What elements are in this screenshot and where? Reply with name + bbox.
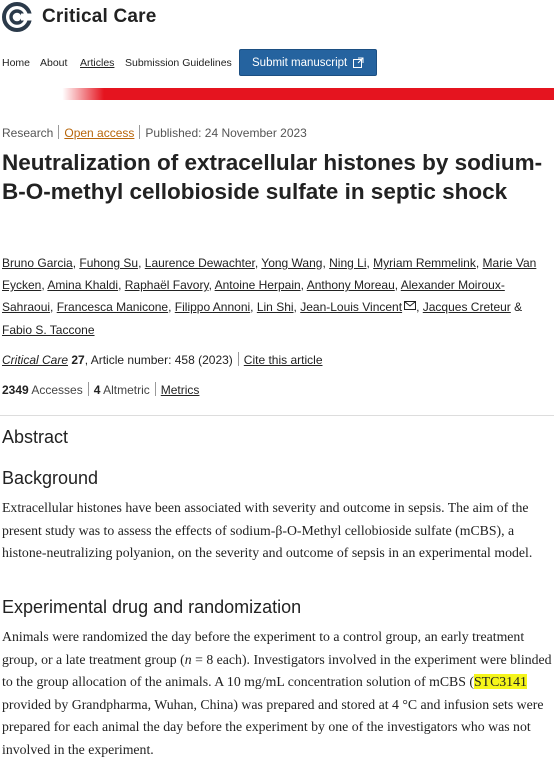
submit-manuscript-label: Submit manuscript bbox=[252, 56, 348, 69]
critical-care-logo-icon[interactable] bbox=[2, 2, 32, 32]
metrics-link[interactable]: Metrics bbox=[160, 383, 200, 397]
external-link-icon bbox=[353, 57, 364, 68]
author-link[interactable]: Antoine Herpain bbox=[214, 278, 301, 293]
published-date: Published: 24 November 2023 bbox=[145, 126, 307, 140]
accesses-count: 2349 bbox=[2, 383, 29, 397]
experimental-drug-heading: Experimental drug and randomization bbox=[2, 597, 302, 617]
drug-text-part-3: provided by Grandpharma, Wuhan, China) was prepared and stored at 4 °C and infusion sets were prepared for each animal the day before the experiment by one of the investigators who was not involved in the experiment. bbox=[2, 696, 544, 757]
accesses-label: Accesses bbox=[31, 383, 83, 397]
journal-name[interactable]: Critical Care bbox=[42, 6, 157, 27]
nav-about[interactable]: About bbox=[40, 57, 68, 69]
author-link[interactable]: Jean-Louis Vincent bbox=[300, 300, 403, 315]
article-number: , Article number: 458 (2023) bbox=[84, 353, 233, 367]
nav-articles[interactable]: Articles bbox=[80, 57, 115, 69]
author-link[interactable]: Fabio S. Taccone bbox=[2, 322, 95, 337]
author-link[interactable]: Laurence Dewachter bbox=[144, 256, 255, 270]
divider bbox=[0, 415, 554, 416]
altmetric-count: 4 bbox=[93, 383, 101, 397]
journal-banner-fade bbox=[0, 88, 104, 100]
article-title: Neutralization of extracellular histones by sodium-Β-O-methyl cellobioside sulfate in septic shock bbox=[2, 150, 543, 204]
email-icon[interactable] bbox=[404, 301, 416, 310]
journal-link[interactable]: Critical Care bbox=[2, 353, 69, 367]
background-heading: Background bbox=[2, 468, 99, 488]
author-link[interactable]: Raphaël Favory bbox=[124, 278, 209, 293]
author-link[interactable]: Yong Wang bbox=[261, 256, 323, 270]
author-link[interactable]: Fuhong Su bbox=[79, 256, 139, 270]
n-symbol: n bbox=[184, 651, 192, 667]
cite-this-article-link[interactable]: Cite this article bbox=[243, 353, 323, 367]
author-link[interactable]: Jacques Creteur bbox=[422, 300, 511, 315]
author-list: Bruno Garcia, Fuhong Su, Laurence Dewachter, Yong Wang, Ning Li, Myriam Remmelink, Marie Van Eycken, Amina Khaldi, Raphaël Favory, Antoine Herpain, Anthony Moreau, Alexander Moiroux-Sahraoui, Francesca Manicone, Filippo Annoni, Lin Shi, Jean-Louis Vincent , Jacques Creteur & Fabio S. Taccone bbox=[2, 256, 537, 337]
altmetric-label: Altmetric bbox=[103, 383, 150, 397]
article-type: Research bbox=[2, 126, 54, 140]
author-link[interactable]: Filippo Annoni bbox=[174, 300, 251, 315]
site-header bbox=[0, 0, 554, 36]
author-link[interactable]: Francesca Manicone bbox=[56, 300, 169, 315]
author-link[interactable]: Marie Van Eycken bbox=[2, 256, 537, 293]
open-access-link[interactable]: Open access bbox=[64, 126, 135, 140]
nav-home[interactable]: Home bbox=[2, 57, 31, 69]
submit-manuscript-button[interactable] bbox=[239, 49, 377, 76]
abstract-heading: Abstract bbox=[2, 427, 69, 447]
drug-text-part-2: = 8 each). Investigators involved in the experiment were blinded to the group allocation of the animals. A 10 mg/mL concentration solution of mCBS ( bbox=[2, 651, 552, 690]
volume: 27 bbox=[71, 353, 85, 367]
author-link[interactable]: Alexander Moiroux-Sahraoui bbox=[2, 278, 505, 315]
author-link[interactable]: Bruno Garcia bbox=[2, 256, 73, 270]
metrics-line bbox=[2, 382, 199, 397]
author-link[interactable]: Ning Li bbox=[329, 256, 367, 270]
author-link[interactable]: Amina Khaldi bbox=[47, 278, 119, 293]
nav-submission-guidelines[interactable]: Submission Guidelines bbox=[125, 57, 232, 69]
background-text: Extracellular histones have been associated with severity and outcome in sepsis. The aim of the present study was to assess the effects of sodium-β-O-Methyl cellobioside sulfate (mCBS), a histone-neutralizing polyanion, on the severity and outcome of sepsis in an experimental model. bbox=[2, 500, 533, 561]
drug-text-part-1: Animals were randomized the day before the experiment to a control group, an early treatment group, or a late treatment group ( bbox=[2, 629, 525, 667]
author-link[interactable]: Anthony Moreau bbox=[306, 278, 395, 293]
experimental-drug-text bbox=[2, 626, 552, 762]
citation-line bbox=[2, 352, 323, 367]
author-link[interactable]: Lin Shi bbox=[256, 300, 294, 315]
highlighted-compound: STC3141 bbox=[473, 674, 527, 690]
authors-conjunction: & bbox=[514, 300, 523, 315]
article-meta bbox=[2, 125, 307, 140]
author-link[interactable]: Myriam Remmelink bbox=[373, 256, 476, 270]
